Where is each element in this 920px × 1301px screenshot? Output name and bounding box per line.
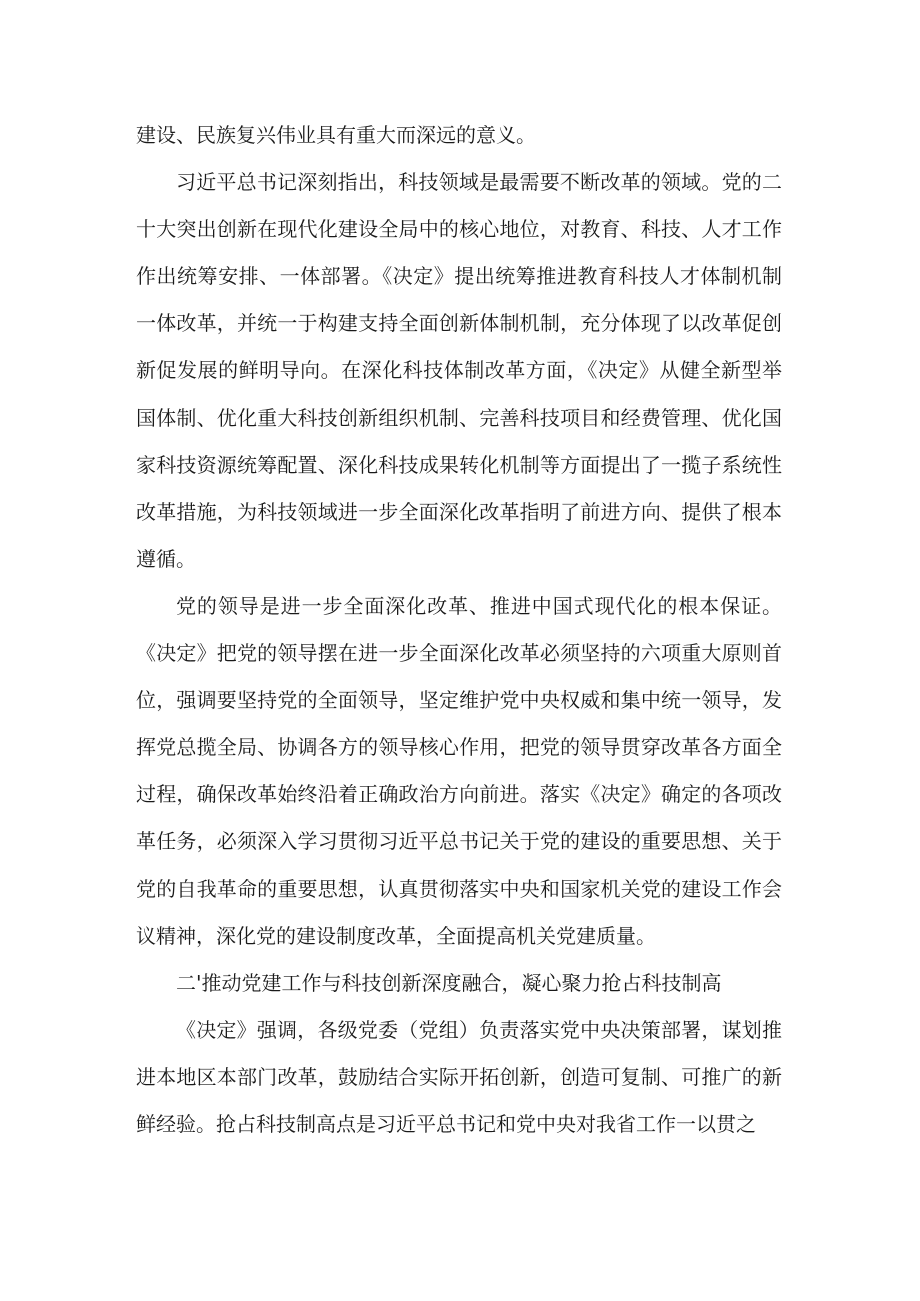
paragraph-decision-emphasis: 《决定》强调，各级党委（党组）负责落实党中央决策部署，谋划推进本地区本部门改革，鼓励结合实际开拓创新，创造可复制、可推广的新鲜经验。抢占科技制高点是习近平总书记和党中央对我省工作一以贯之	[136, 1017, 782, 1136]
paragraph-tech-reform: 习近平总书记深刻指出，科技领域是最需要不断改革的领域。党的二十大突出创新在现代化建设全局中的核心地位，对教育、科技、人才工作作出统筹安排、一体部署。《决定》提出统筹推进教育科技人才体制机制一体改革，并统一于构建支持全面创新体制机制，充分体现了以改革促创新促发展的鲜明导向。在深化科技体制改革方面，《决定》从健全新型举国体制、优化重大科技创新组织机制、完善科技项目和经费管理、优化国家科技资源统筹配置、深化科技成果转化机制等方面提出了一揽子系统性改革措施，为科技领域进一步全面深化改革指明了前进方向、提供了根本遵循。	[136, 170, 782, 571]
paragraph-continuation: 建设、民族复兴伟业具有重大而深远的意义。	[136, 123, 536, 147]
paragraph-party-leadership: 党的领导是进一步全面深化改革、推进中国式现代化的根本保证。《决定》把党的领导摆在进一步全面深化改革必须坚持的六项重大原则首位，强调要坚持党的全面领导，坚定维护党中央权威和集中统一领导，发挥党总揽全局、协调各方的领导核心作用，把党的领导贯穿改革各方面全过程，确保改革始终沿着正确政治方向前进。落实《决定》确定的各项改革任务，必须深入学习贯彻习近平总书记关于党的建设的重要思想、关于党的自我革命的重要思想，认真贯彻落实中央和国家机关党的建设工作会议精神，深化党的建设制度改革，全面提高机关党建质量。	[136, 593, 782, 948]
section-heading: 二'推动党建工作与科技创新深度融合，凝心聚力抢占科技制高	[176, 970, 722, 995]
document-body	[136, 112, 782, 1148]
